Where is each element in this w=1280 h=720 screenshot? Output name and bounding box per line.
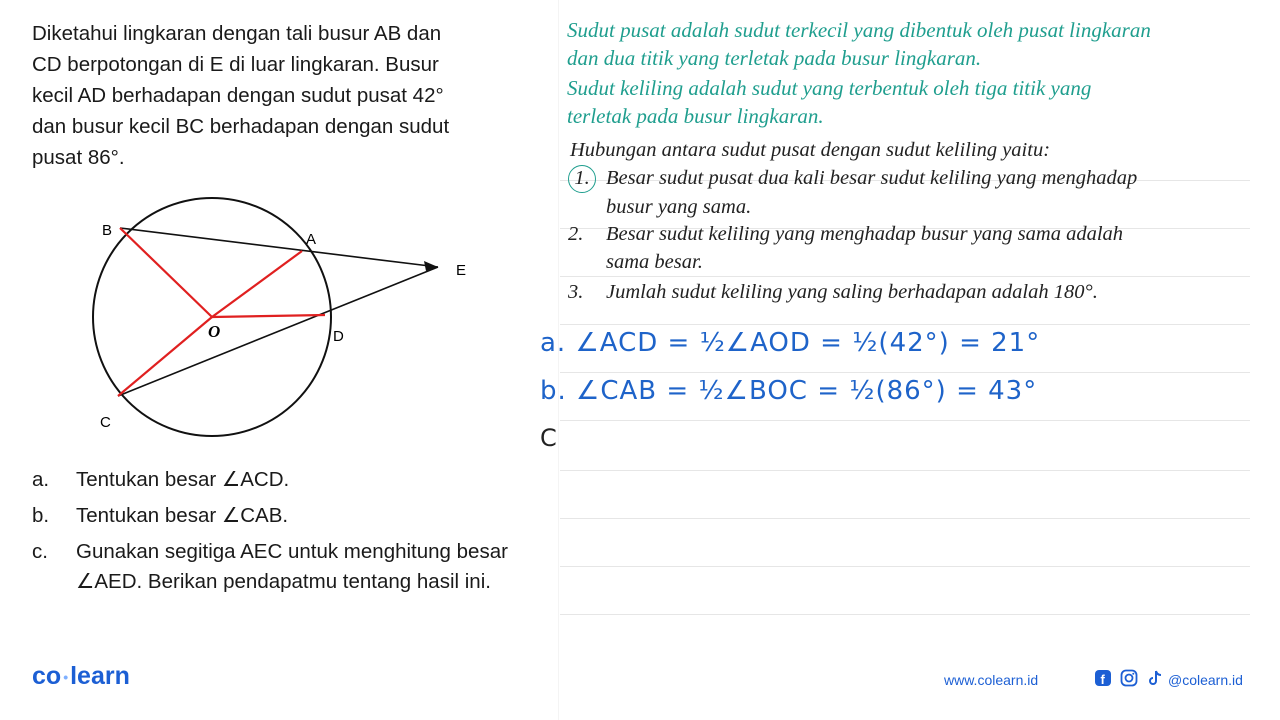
question-label: a. [32, 468, 50, 491]
relation-number: 1. [568, 165, 596, 193]
ruled-line [560, 276, 1250, 277]
definition-inscribed [567, 74, 1257, 130]
handwritten-answer-a: a. ∠ACD = ½∠AOD = ½(42°) = 21° [540, 328, 1041, 358]
ruled-line [560, 470, 1250, 471]
relation-item-1 [568, 164, 1248, 221]
ruled-line [560, 614, 1250, 615]
problem-line: dan busur kecil BC berhadapan dengan sudut [32, 115, 450, 138]
tiktok-icon[interactable] [1146, 669, 1164, 687]
question-label: b. [32, 504, 50, 527]
problem-line: CD berpotongan di E di luar lingkaran. Busur [32, 53, 439, 76]
label-a: A [306, 231, 317, 248]
ruled-line [560, 324, 1250, 325]
chord-ce [118, 267, 438, 396]
relation-number: 2. [568, 223, 584, 245]
relations-intro: Hubungan antara sudut pusat dengan sudut keliling yaitu: [570, 139, 1051, 161]
radius-oa [212, 251, 302, 317]
website-link[interactable]: www.colearn.id [944, 672, 1039, 688]
facebook-icon[interactable] [1094, 669, 1112, 687]
radius-od [212, 315, 325, 317]
definition-central [567, 16, 1257, 72]
radius-oc [118, 317, 212, 396]
question-item [32, 537, 557, 597]
colearn-logo[interactable] [32, 662, 130, 691]
definition-line: Sudut keliling adalah sudut yang terbentuk oleh tiga titik yang [567, 76, 1092, 100]
ruled-line [560, 372, 1250, 373]
relation-item-2 [568, 220, 1248, 276]
label-o: O [208, 322, 221, 341]
circle-figure [70, 185, 490, 450]
questions-list [32, 465, 557, 603]
relation-text: Besar sudut keliling yang menghadap busur yang sama adalah [606, 223, 1124, 245]
handwritten-answer-b: b. ∠CAB = ½∠BOC = ½(86°) = 43° [540, 376, 1038, 406]
logo-text-left: co [32, 662, 62, 690]
definition-line: dan dua titik yang terletak pada busur lingkaran. [567, 46, 982, 70]
question-item [32, 501, 557, 531]
relation-number: 3. [568, 281, 584, 303]
ruled-line [560, 420, 1250, 421]
question-item [32, 465, 557, 495]
question-text: Tentukan besar ∠CAB. [76, 504, 289, 527]
problem-line: pusat 86°. [32, 146, 125, 169]
relation-text: Besar sudut pusat dua kali besar sudut keliling yang menghadap [606, 167, 1138, 189]
label-d: D [333, 328, 344, 345]
definition-line: Sudut pusat adalah sudut terkecil yang dibentuk oleh pusat lingkaran [567, 18, 1151, 42]
svg-text:f: f [1100, 672, 1105, 687]
problem-statement [32, 18, 552, 173]
social-handle[interactable]: @colearn.id [1168, 672, 1243, 688]
relation-text: Jumlah sudut keliling yang saling berhadapan adalah 180°. [606, 281, 1098, 303]
logo-dot: • [63, 669, 69, 686]
label-e: E [456, 262, 467, 279]
definition-line: terletak pada busur lingkaran. [567, 104, 824, 128]
ruled-line [560, 566, 1250, 567]
handwritten-answer-c: C [540, 424, 558, 452]
logo-text-right: learn [70, 662, 130, 690]
social-icons [1094, 669, 1164, 687]
relation-item-3 [568, 278, 1248, 306]
question-label: c. [32, 540, 48, 563]
question-text: Tentukan besar ∠ACD. [76, 468, 290, 491]
label-c: C [100, 414, 111, 431]
problem-line: Diketahui lingkaran dengan tali busur AB dan [32, 22, 442, 45]
label-b: B [102, 222, 113, 239]
radius-ob [120, 228, 212, 317]
relation-text: sama besar. [606, 251, 703, 273]
problem-line: kecil AD berhadapan dengan sudut pusat 42° [32, 84, 444, 107]
column-divider [558, 0, 559, 720]
chord-be [120, 228, 438, 267]
question-text: Gunakan segitiga AEC untuk menghitung besar ∠AED. Berikan pendapatmu tentang hasil ini. [76, 540, 508, 593]
instagram-icon[interactable] [1120, 669, 1138, 687]
ruled-line [560, 518, 1250, 519]
relation-text: busur yang sama. [606, 196, 752, 218]
